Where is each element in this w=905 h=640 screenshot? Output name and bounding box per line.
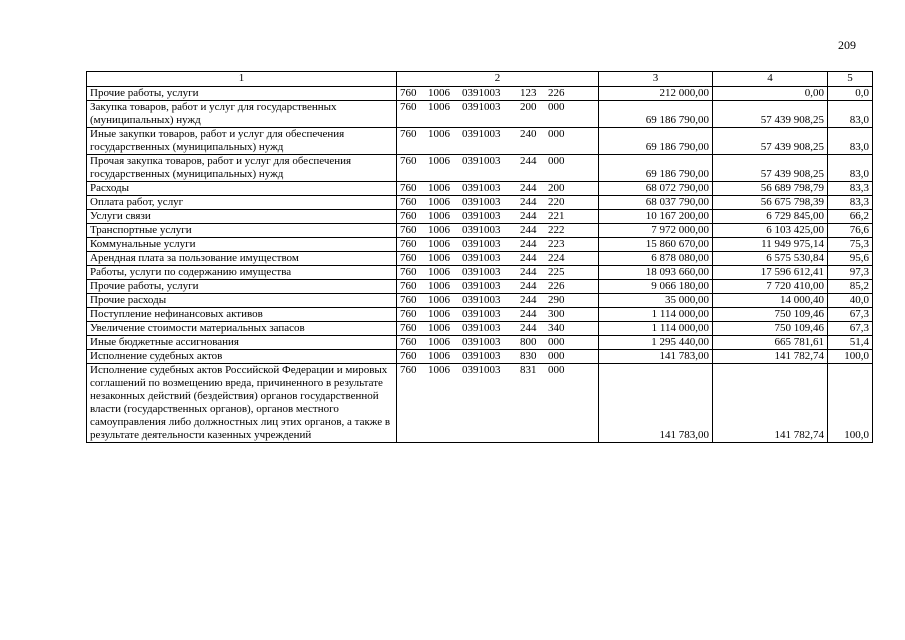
code-part: 1006: [428, 322, 450, 334]
budget-code: [397, 182, 599, 196]
row-description: Прочие расходы: [87, 294, 397, 308]
row-description: Коммунальные услуги: [87, 238, 397, 252]
executed-amount: 56 689 798,79: [713, 182, 828, 196]
code-part: 760: [400, 336, 417, 348]
executed-amount: 0,00: [713, 87, 828, 101]
executed-amount: 750 109,46: [713, 322, 828, 336]
row-description: Иные бюджетные ассигнования: [87, 336, 397, 350]
code-part: 0391003: [462, 336, 501, 348]
budget-code: [397, 210, 599, 224]
planned-amount: 1 114 000,00: [599, 308, 713, 322]
table-row: [87, 238, 873, 252]
planned-amount: 141 783,00: [599, 350, 713, 364]
code-part: 000: [548, 364, 565, 376]
code-part: 000: [548, 101, 565, 113]
code-part: 000: [548, 350, 565, 362]
code-part: 760: [400, 308, 417, 320]
table-row: [87, 280, 873, 294]
code-part: 1006: [428, 252, 450, 264]
code-part: 244: [520, 196, 537, 208]
code-part: 0391003: [462, 210, 501, 222]
code-part: 000: [548, 128, 565, 140]
page-number: 209: [838, 38, 856, 52]
row-description: Увеличение стоимости материальных запасов: [87, 322, 397, 336]
planned-amount: 6 878 080,00: [599, 252, 713, 266]
code-part: 1006: [428, 294, 450, 306]
code-part: 0391003: [462, 322, 501, 334]
executed-amount: 57 439 908,25: [713, 128, 828, 155]
code-part: 222: [548, 224, 565, 236]
executed-amount: 11 949 975,14: [713, 238, 828, 252]
execution-percent: 100,0: [828, 364, 873, 443]
table-row: [87, 322, 873, 336]
executed-amount: 57 439 908,25: [713, 155, 828, 182]
execution-percent: 83,0: [828, 155, 873, 182]
column-header: 4: [713, 72, 828, 87]
column-header: 2: [397, 72, 599, 87]
code-part: 223: [548, 238, 565, 250]
execution-percent: 76,6: [828, 224, 873, 238]
code-part: 244: [520, 155, 537, 167]
table-row: [87, 101, 873, 128]
execution-percent: 67,3: [828, 308, 873, 322]
executed-amount: 6 729 845,00: [713, 210, 828, 224]
table-row: [87, 364, 873, 443]
planned-amount: 68 072 790,00: [599, 182, 713, 196]
code-part: 0391003: [462, 87, 501, 99]
execution-percent: 83,0: [828, 128, 873, 155]
execution-percent: 95,6: [828, 252, 873, 266]
row-description: Прочая закупка товаров, работ и услуг для обеспечения государственных (муниципальных) нужд: [87, 155, 397, 182]
budget-code: [397, 252, 599, 266]
code-part: 0391003: [462, 101, 501, 113]
execution-percent: 66,2: [828, 210, 873, 224]
code-part: 244: [520, 210, 537, 222]
executed-amount: 141 782,74: [713, 364, 828, 443]
execution-percent: 51,4: [828, 336, 873, 350]
code-part: 224: [548, 252, 565, 264]
row-description: Исполнение судебных актов: [87, 350, 397, 364]
code-part: 1006: [428, 128, 450, 140]
code-part: 1006: [428, 155, 450, 167]
code-part: 200: [520, 101, 537, 113]
table-header-row: [87, 72, 873, 87]
planned-amount: 69 186 790,00: [599, 101, 713, 128]
code-part: 244: [520, 238, 537, 250]
planned-amount: 69 186 790,00: [599, 155, 713, 182]
code-part: 1006: [428, 238, 450, 250]
executed-amount: 17 596 612,41: [713, 266, 828, 280]
code-part: 1006: [428, 210, 450, 222]
code-part: 220: [548, 196, 565, 208]
budget-code: [397, 322, 599, 336]
row-description: Закупка товаров, работ и услуг для государственных (муниципальных) нужд: [87, 101, 397, 128]
execution-percent: 83,0: [828, 101, 873, 128]
planned-amount: 35 000,00: [599, 294, 713, 308]
executed-amount: 750 109,46: [713, 308, 828, 322]
budget-code: [397, 336, 599, 350]
table-row: [87, 155, 873, 182]
planned-amount: 7 972 000,00: [599, 224, 713, 238]
planned-amount: 68 037 790,00: [599, 196, 713, 210]
table-row: [87, 210, 873, 224]
row-description: Работы, услуги по содержанию имущества: [87, 266, 397, 280]
budget-code: [397, 155, 599, 182]
code-part: 244: [520, 322, 537, 334]
planned-amount: 1 295 440,00: [599, 336, 713, 350]
code-part: 0391003: [462, 280, 501, 292]
row-description: Расходы: [87, 182, 397, 196]
code-part: 1006: [428, 364, 450, 376]
budget-code: [397, 238, 599, 252]
execution-percent: 67,3: [828, 322, 873, 336]
code-part: 0391003: [462, 364, 501, 376]
table-row: [87, 196, 873, 210]
planned-amount: 18 093 660,00: [599, 266, 713, 280]
code-part: 760: [400, 155, 417, 167]
code-part: 760: [400, 350, 417, 362]
code-part: 1006: [428, 350, 450, 362]
column-header: 3: [599, 72, 713, 87]
budget-code: [397, 294, 599, 308]
execution-percent: 40,0: [828, 294, 873, 308]
code-part: 0391003: [462, 266, 501, 278]
executed-amount: 56 675 798,39: [713, 196, 828, 210]
executed-amount: 6 103 425,00: [713, 224, 828, 238]
code-part: 1006: [428, 266, 450, 278]
code-part: 760: [400, 266, 417, 278]
code-part: 240: [520, 128, 537, 140]
code-part: 1006: [428, 182, 450, 194]
table-row: [87, 294, 873, 308]
row-description: Услуги связи: [87, 210, 397, 224]
execution-percent: 97,3: [828, 266, 873, 280]
code-part: 0391003: [462, 294, 501, 306]
execution-percent: 83,3: [828, 196, 873, 210]
code-part: 244: [520, 182, 537, 194]
code-part: 760: [400, 280, 417, 292]
code-part: 221: [548, 210, 565, 222]
code-part: 0391003: [462, 155, 501, 167]
code-part: 226: [548, 87, 565, 99]
planned-amount: 10 167 200,00: [599, 210, 713, 224]
code-part: 244: [520, 252, 537, 264]
code-part: 760: [400, 252, 417, 264]
code-part: 123: [520, 87, 537, 99]
table-row: [87, 87, 873, 101]
code-part: 000: [548, 336, 565, 348]
code-part: 760: [400, 128, 417, 140]
budget-code: [397, 101, 599, 128]
row-description: Прочие работы, услуги: [87, 280, 397, 294]
row-description: Транспортные услуги: [87, 224, 397, 238]
code-part: 760: [400, 101, 417, 113]
code-part: 1006: [428, 101, 450, 113]
code-part: 0391003: [462, 308, 501, 320]
executed-amount: 14 000,40: [713, 294, 828, 308]
code-part: 244: [520, 294, 537, 306]
code-part: 760: [400, 196, 417, 208]
code-part: 1006: [428, 336, 450, 348]
execution-percent: 0,0: [828, 87, 873, 101]
code-part: 1006: [428, 224, 450, 236]
row-description: Поступление нефинансовых активов: [87, 308, 397, 322]
code-part: 340: [548, 322, 565, 334]
code-part: 0391003: [462, 224, 501, 236]
budget-code: [397, 128, 599, 155]
table-row: [87, 336, 873, 350]
code-part: 200: [548, 182, 565, 194]
code-part: 760: [400, 210, 417, 222]
code-part: 244: [520, 266, 537, 278]
code-part: 1006: [428, 308, 450, 320]
budget-code: [397, 224, 599, 238]
code-part: 290: [548, 294, 565, 306]
table-row: [87, 308, 873, 322]
executed-amount: 6 575 530,84: [713, 252, 828, 266]
budget-table: [86, 71, 873, 443]
code-part: 244: [520, 280, 537, 292]
column-header: 1: [87, 72, 397, 87]
executed-amount: 57 439 908,25: [713, 101, 828, 128]
row-description: Оплата работ, услуг: [87, 196, 397, 210]
table-row: [87, 252, 873, 266]
code-part: 760: [400, 294, 417, 306]
code-part: 760: [400, 224, 417, 236]
planned-amount: 212 000,00: [599, 87, 713, 101]
code-part: 760: [400, 238, 417, 250]
planned-amount: 15 860 670,00: [599, 238, 713, 252]
executed-amount: 665 781,61: [713, 336, 828, 350]
code-part: 000: [548, 155, 565, 167]
code-part: 225: [548, 266, 565, 278]
code-part: 226: [548, 280, 565, 292]
budget-code: [397, 364, 599, 443]
row-description: Исполнение судебных актов Российской Федерации и мировых соглашений по возмещению вреда, причиненного в результате незаконных действий (бездействия) органов государственной власти (государственных органов), органов местного самоуправления либо должностных лиц этих органов, а также в результате деятельности казенных учреждений: [87, 364, 397, 443]
execution-percent: 85,2: [828, 280, 873, 294]
row-description: Арендная плата за пользование имуществом: [87, 252, 397, 266]
code-part: 800: [520, 336, 537, 348]
code-part: 760: [400, 322, 417, 334]
budget-code: [397, 350, 599, 364]
code-part: 0391003: [462, 196, 501, 208]
budget-code: [397, 280, 599, 294]
execution-percent: 75,3: [828, 238, 873, 252]
executed-amount: 7 720 410,00: [713, 280, 828, 294]
budget-code: [397, 196, 599, 210]
code-part: 1006: [428, 196, 450, 208]
code-part: 0391003: [462, 182, 501, 194]
row-description: Прочие работы, услуги: [87, 87, 397, 101]
column-header: 5: [828, 72, 873, 87]
execution-percent: 83,3: [828, 182, 873, 196]
row-description: Иные закупки товаров, работ и услуг для обеспечения государственных (муниципальных) нужд: [87, 128, 397, 155]
planned-amount: 9 066 180,00: [599, 280, 713, 294]
code-part: 244: [520, 308, 537, 320]
budget-code: [397, 87, 599, 101]
code-part: 830: [520, 350, 537, 362]
table-row: [87, 128, 873, 155]
code-part: 760: [400, 87, 417, 99]
code-part: 244: [520, 224, 537, 236]
code-part: 0391003: [462, 350, 501, 362]
budget-code: [397, 266, 599, 280]
table-row: [87, 182, 873, 196]
table-row: [87, 266, 873, 280]
code-part: 300: [548, 308, 565, 320]
budget-code: [397, 308, 599, 322]
code-part: 831: [520, 364, 537, 376]
executed-amount: 141 782,74: [713, 350, 828, 364]
code-part: 1006: [428, 87, 450, 99]
code-part: 0391003: [462, 128, 501, 140]
code-part: 760: [400, 182, 417, 194]
code-part: 1006: [428, 280, 450, 292]
planned-amount: 1 114 000,00: [599, 322, 713, 336]
execution-percent: 100,0: [828, 350, 873, 364]
table-row: [87, 224, 873, 238]
table-row: [87, 350, 873, 364]
code-part: 0391003: [462, 238, 501, 250]
code-part: 760: [400, 364, 417, 376]
planned-amount: 69 186 790,00: [599, 128, 713, 155]
planned-amount: 141 783,00: [599, 364, 713, 443]
code-part: 0391003: [462, 252, 501, 264]
